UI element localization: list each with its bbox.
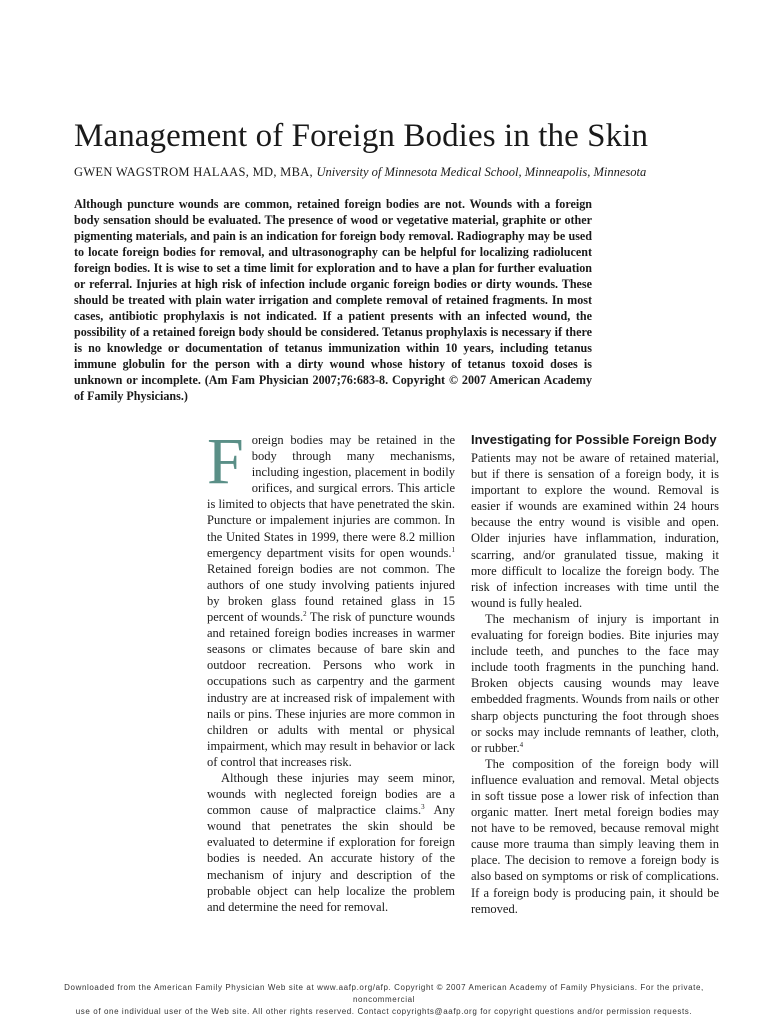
body-paragraph: Patients may not be aware of retained material, but if there is sensation of a foreign body, it is important to explore the wound. Removal is easier if wounds are examined within 24 hours because the entry wound is visible and open. Older injuries have inflammation, induration, scarring, and/or granulated tissue, making it more difficult to localize the foreign body. The risk of infection increases with time until the wound is fully healed. — [471, 451, 719, 610]
footer-line: Downloaded from the American Family Physician Web site at www.aafp.org/afp. Copyright © 2007 American Academy of Family Physicians. For the private, noncommercial — [64, 983, 704, 1004]
citation-ref: 1 — [451, 545, 455, 554]
text-run: oreign bodies may be retained in the body through many mechanisms, including ingestion, placement in bodily orifices, and surgical errors. This article is limited to objects that have penetrated the skin. Puncture or impalement injuries are common. In the United States in 1999, there were 8.2 million emergency department visits for open wounds. — [207, 433, 455, 560]
body-paragraph — [471, 611, 719, 756]
left-column — [207, 425, 455, 915]
text-run: Retained foreign bodies are not common. The authors of one study involving patients injured by broken glass found retained glass in 15 percent of wounds. — [207, 561, 455, 625]
body-paragraph: The composition of the foreign body will influence evaluation and removal. Metal objects in soft tissue pose a lower risk of infection than organic matter. Inert metal foreign bodies may not have to be removed, because removal might cause more trauma than simply leaving them in place. The decision to remove a foreign body is also based on symptoms or risk of complications. If a foreign body is producing pain, it should be removed. — [471, 756, 719, 916]
text-run: Any wound that penetrates the skin should be evaluated to determine if exploration for foreign bodies is needed. An accurate history of the mechanism of injury and description of the probable object can help localize the problem and determine the need for removal. — [207, 803, 455, 914]
copyright-footer — [40, 982, 728, 1018]
text-run: The risk of puncture wounds and retained foreign bodies increases in warmer seasons or climates because of bare skin and outdoor recreation. Persons who work in occupations such as carpentry and the garment industry are at increased risk of impalement with nails or pins. These injuries are more common in children or adults with mental or physical impairment, which may result in behavior or lack of control that increases risk. — [207, 610, 455, 769]
citation-ref: 3 — [421, 803, 425, 811]
citation-ref: 2 — [303, 609, 307, 618]
text-run: Although these injuries may seem minor, wounds with neglected foreign bodies are a common cause of malpractice claims. — [207, 770, 455, 818]
text-run: The mechanism of injury is important in evaluating for foreign bodies. Bite injuries may include teeth, and punches to the face may include tooth fragments in the punching hand. Broken objects causing wounds may leave embedded fragments. Wounds from nails or other sharp objects puncturing the foot through shoes or socks may include remnants of leather, cloth, or rubber. — [471, 611, 719, 755]
citation-ref: 4 — [519, 740, 524, 749]
author-name: GWEN WAGSTROM HALAAS, MD, MBA, — [74, 165, 313, 179]
author-affiliation: University of Minnesota Medical School, Minneapolis, Minnesota — [316, 165, 647, 179]
abstract: Although puncture wounds are common, retained foreign bodies are not. Wounds with a foreign body sensation should be evaluated. The presence of wood or vegetative material, graphite or other pigmenting materials, and pain is an indication for foreign body removal. Radiography may be used to locate foreign bodies for removal, and ultrasonography can be helpful for localizing radiolucent foreign bodies. It is wise to set a time limit for exploration and to have a plan for further evaluation or referral. Injuries at high risk of infection include organic foreign bodies or dirty wounds. These should be treated with plain water irrigation and complete removal of retained fragments. In most cases, antibiotic prophylaxis is not indicated. If a patient presents with an infected wound, the possibility of a retained foreign body should be considered. Tetanus prophylaxis is necessary if there is no knowledge or documentation of tetanus immunization within 10 years, including tetanus immune globulin for the person with a dirty wound whose history of tetanus toxoid doses is unknown or incomplete. (Am Fam Physician 2007;76:683-8. Copyright © 2007 American Academy of Family Physicians.) — [74, 197, 592, 403]
drop-cap: F — [207, 425, 244, 498]
section-heading: Investigating for Possible Foreign Body — [471, 432, 717, 447]
intro-paragraph — [207, 425, 455, 770]
right-column — [471, 432, 719, 917]
footer-line: use of one individual user of the Web site. All other rights reserved. Contact copyrights@aafp.org for copyright questions and/or permission requests. — [75, 1007, 693, 1016]
author-line — [74, 164, 734, 180]
article-title: Management of Foreign Bodies in the Skin — [74, 118, 649, 154]
body-paragraph — [207, 770, 455, 915]
